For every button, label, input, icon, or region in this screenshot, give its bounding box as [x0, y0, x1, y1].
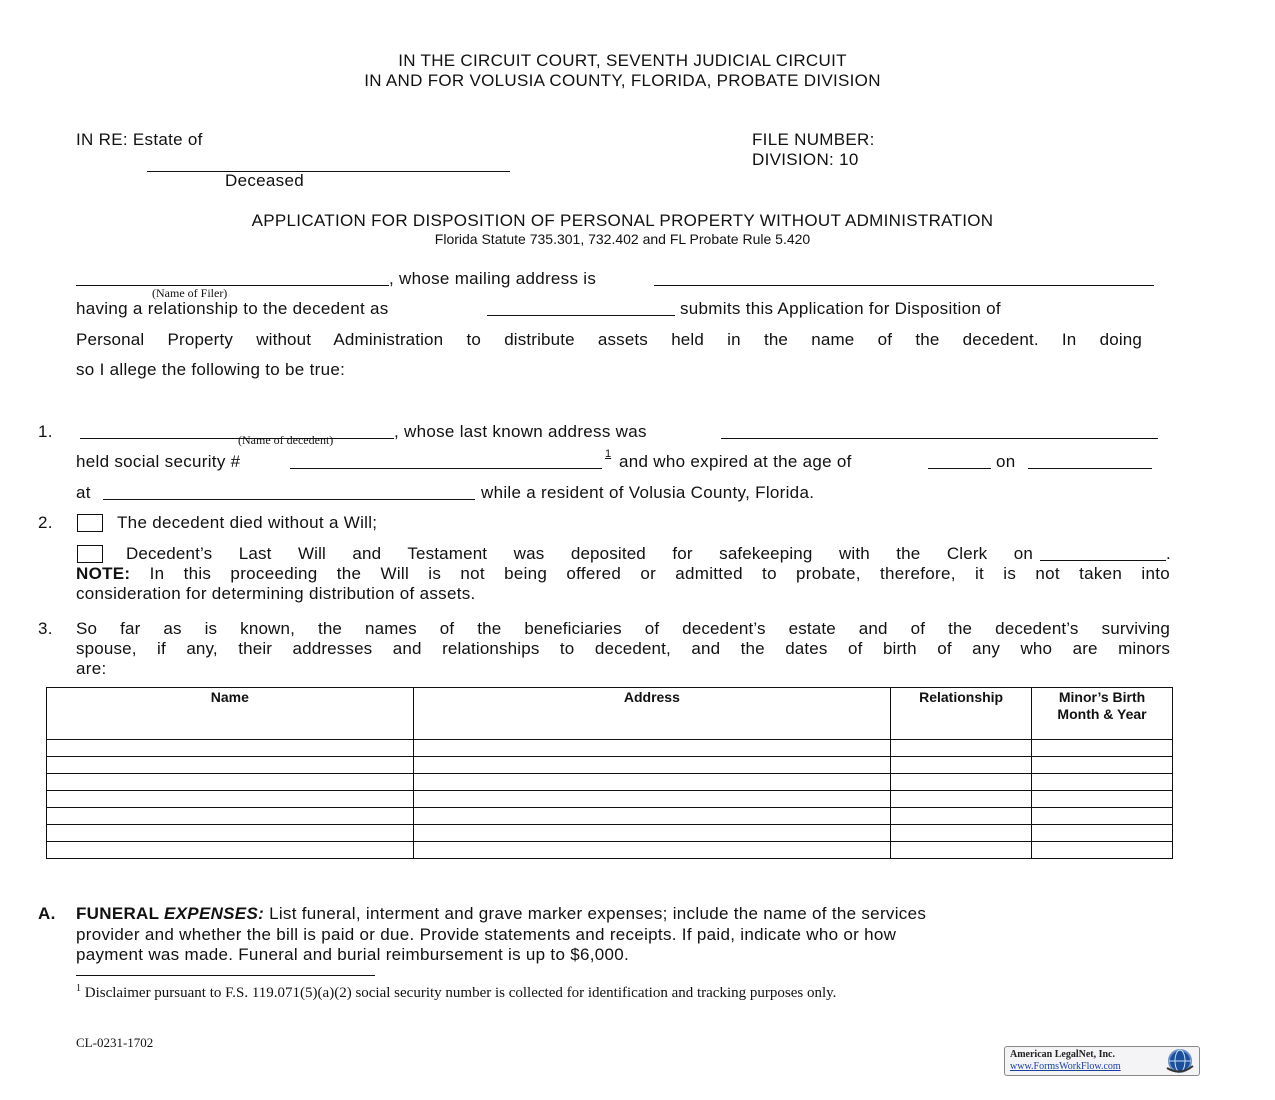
file-number-label: FILE NUMBER:	[752, 130, 875, 149]
no-will-text: The decedent died without a Will;	[117, 513, 378, 532]
table-row	[47, 740, 1173, 757]
in-re-label: IN RE: Estate of	[76, 130, 203, 149]
name-of-filer-label: (Name of Filer)	[152, 286, 228, 300]
mailing-address-line[interactable]	[654, 285, 1154, 286]
table-cell[interactable]	[413, 774, 891, 791]
submits-text: submits this Application for Disposition of	[680, 299, 1001, 318]
footnote-ref: 1	[605, 448, 612, 460]
court-header-line1: IN THE CIRCUIT COURT, SEVENTH JUDICIAL CIRCUIT	[398, 51, 847, 70]
table-row	[47, 774, 1173, 791]
table-row	[47, 808, 1173, 825]
table-cell[interactable]	[1032, 740, 1173, 757]
item3-line2: spouse, if any, their addresses and relationships to decedent, and the dates of birth of any who are minors	[76, 639, 1170, 658]
on-text: on	[996, 452, 1016, 471]
death-date-line[interactable]	[1028, 468, 1152, 469]
form-code: CL-0231-1702	[76, 1035, 154, 1050]
division-label: DIVISION: 10	[752, 150, 859, 169]
age-line[interactable]	[928, 468, 991, 469]
col-header-address: Address	[413, 688, 891, 740]
mailing-address-text: , whose mailing address is	[389, 269, 597, 288]
table-cell[interactable]	[413, 808, 891, 825]
table-cell[interactable]	[413, 825, 891, 842]
table-cell[interactable]	[891, 808, 1032, 825]
table-cell[interactable]	[1032, 842, 1173, 859]
filer-name-line[interactable]	[76, 285, 389, 286]
table-cell[interactable]	[47, 791, 414, 808]
table-cell[interactable]	[413, 757, 891, 774]
resident-text: while a resident of Volusia County, Florida.	[481, 483, 815, 502]
relationship-line[interactable]	[487, 315, 675, 316]
ssn-line[interactable]	[290, 468, 602, 469]
item3-line1: So far as is known, the names of the beneficiaries of decedent’s estate and of the decedent’s surviving	[76, 619, 1170, 638]
will-period: .	[1166, 544, 1172, 563]
col-header-name: Name	[47, 688, 414, 740]
table-cell[interactable]	[413, 791, 891, 808]
ssn-text: held social security #	[76, 452, 241, 471]
table-cell[interactable]	[891, 757, 1032, 774]
note-label: NOTE:	[76, 564, 131, 583]
footnote-separator	[76, 975, 375, 976]
decedent-name-line[interactable]	[80, 438, 394, 439]
footnote-number: 1	[76, 983, 81, 994]
deceased-label: Deceased	[225, 171, 304, 190]
name-of-decedent-label: (Name of decedent)	[238, 433, 334, 447]
table-cell[interactable]	[1032, 825, 1173, 842]
beneficiaries-table	[46, 687, 1173, 859]
will-note-line1	[76, 564, 1170, 584]
footnote	[76, 983, 836, 1002]
itemA-line1	[76, 904, 926, 924]
expenses-label: EXPENSES:	[164, 904, 265, 923]
table-cell[interactable]	[47, 808, 414, 825]
itemA-letter: A.	[38, 904, 56, 923]
itemA-line1-text: List funeral, interment and grave marker expenses; include the name of the services	[264, 904, 927, 923]
will-note-line2: consideration for determining distribution of assets.	[76, 584, 476, 603]
table-cell[interactable]	[891, 791, 1032, 808]
item3-line3: are:	[76, 659, 107, 678]
intro-line3: Personal Property without Administration to distribute assets held in the name of the decedent. In doing	[76, 330, 1142, 349]
col-header-minor-birth: Minor’s Birth Month & Year	[1032, 688, 1173, 740]
table-cell[interactable]	[891, 825, 1032, 842]
at-text: at	[76, 483, 91, 502]
court-header-line2: IN AND FOR VOLUSIA COUNTY, FLORIDA, PROBATE DIVISION	[364, 71, 881, 90]
table-cell[interactable]	[1032, 757, 1173, 774]
table-row	[47, 757, 1173, 774]
item2-number: 2.	[38, 513, 53, 532]
table-cell[interactable]	[47, 825, 414, 842]
footnote-text: Disclaimer pursuant to F.S. 119.071(5)(a)(2) social security number is collected for identification and tracking purposes only.	[81, 985, 837, 1001]
logo-company: American LegalNet, Inc.	[1010, 1049, 1115, 1060]
table-cell[interactable]	[1032, 791, 1173, 808]
death-place-line[interactable]	[103, 499, 475, 500]
funeral-label: FUNERAL	[76, 904, 165, 923]
table-row	[47, 791, 1173, 808]
will-deposited-text: Decedent’s Last Will and Testament was deposited for safekeeping with the Clerk on	[126, 544, 1033, 563]
table-row	[47, 842, 1173, 859]
table-cell[interactable]	[47, 842, 414, 859]
table-cell[interactable]	[47, 774, 414, 791]
american-legalnet-logo[interactable]	[1004, 1046, 1200, 1076]
table-cell[interactable]	[891, 740, 1032, 757]
last-address-text: , whose last known address was	[394, 422, 647, 441]
will-deposit-date-line[interactable]	[1040, 560, 1166, 561]
table-cell[interactable]	[891, 774, 1032, 791]
intro-line4: so I allege the following to be true:	[76, 360, 346, 379]
form-statute: Florida Statute 735.301, 732.402 and FL Probate Rule 5.420	[434, 231, 811, 247]
will-deposited-checkbox[interactable]	[77, 545, 103, 563]
form-title: APPLICATION FOR DISPOSITION OF PERSONAL PROPERTY WITHOUT ADMINISTRATION	[251, 211, 994, 230]
col-header-relationship: Relationship	[891, 688, 1032, 740]
table-cell[interactable]	[47, 740, 414, 757]
note-text: In this proceeding the Will is not being offered or admitted to probate, therefore, it is not taken into	[130, 564, 1170, 583]
itemA-line2: provider and whether the bill is paid or due. Provide statements and receipts. If paid, indicate who or how	[76, 925, 897, 944]
table-cell[interactable]	[413, 740, 891, 757]
table-header-row	[47, 688, 1173, 740]
table-cell[interactable]	[47, 757, 414, 774]
estate-name-line[interactable]	[147, 171, 510, 172]
item3-number: 3.	[38, 619, 53, 638]
globe-icon	[1163, 1048, 1197, 1074]
logo-url[interactable]: www.FormsWorkFlow.com	[1010, 1061, 1121, 1072]
relationship-text: having a relationship to the decedent as	[76, 299, 389, 318]
last-address-line[interactable]	[721, 438, 1158, 439]
no-will-checkbox[interactable]	[77, 514, 103, 532]
table-row	[47, 825, 1173, 842]
table-cell[interactable]	[1032, 808, 1173, 825]
item1-number: 1.	[38, 422, 53, 441]
table-cell[interactable]	[891, 842, 1032, 859]
table-cell[interactable]	[413, 842, 891, 859]
itemA-line3: payment was made. Funeral and burial reimbursement is up to $6,000.	[76, 945, 630, 964]
age-text: and who expired at the age of	[619, 452, 852, 471]
table-cell[interactable]	[1032, 774, 1173, 791]
